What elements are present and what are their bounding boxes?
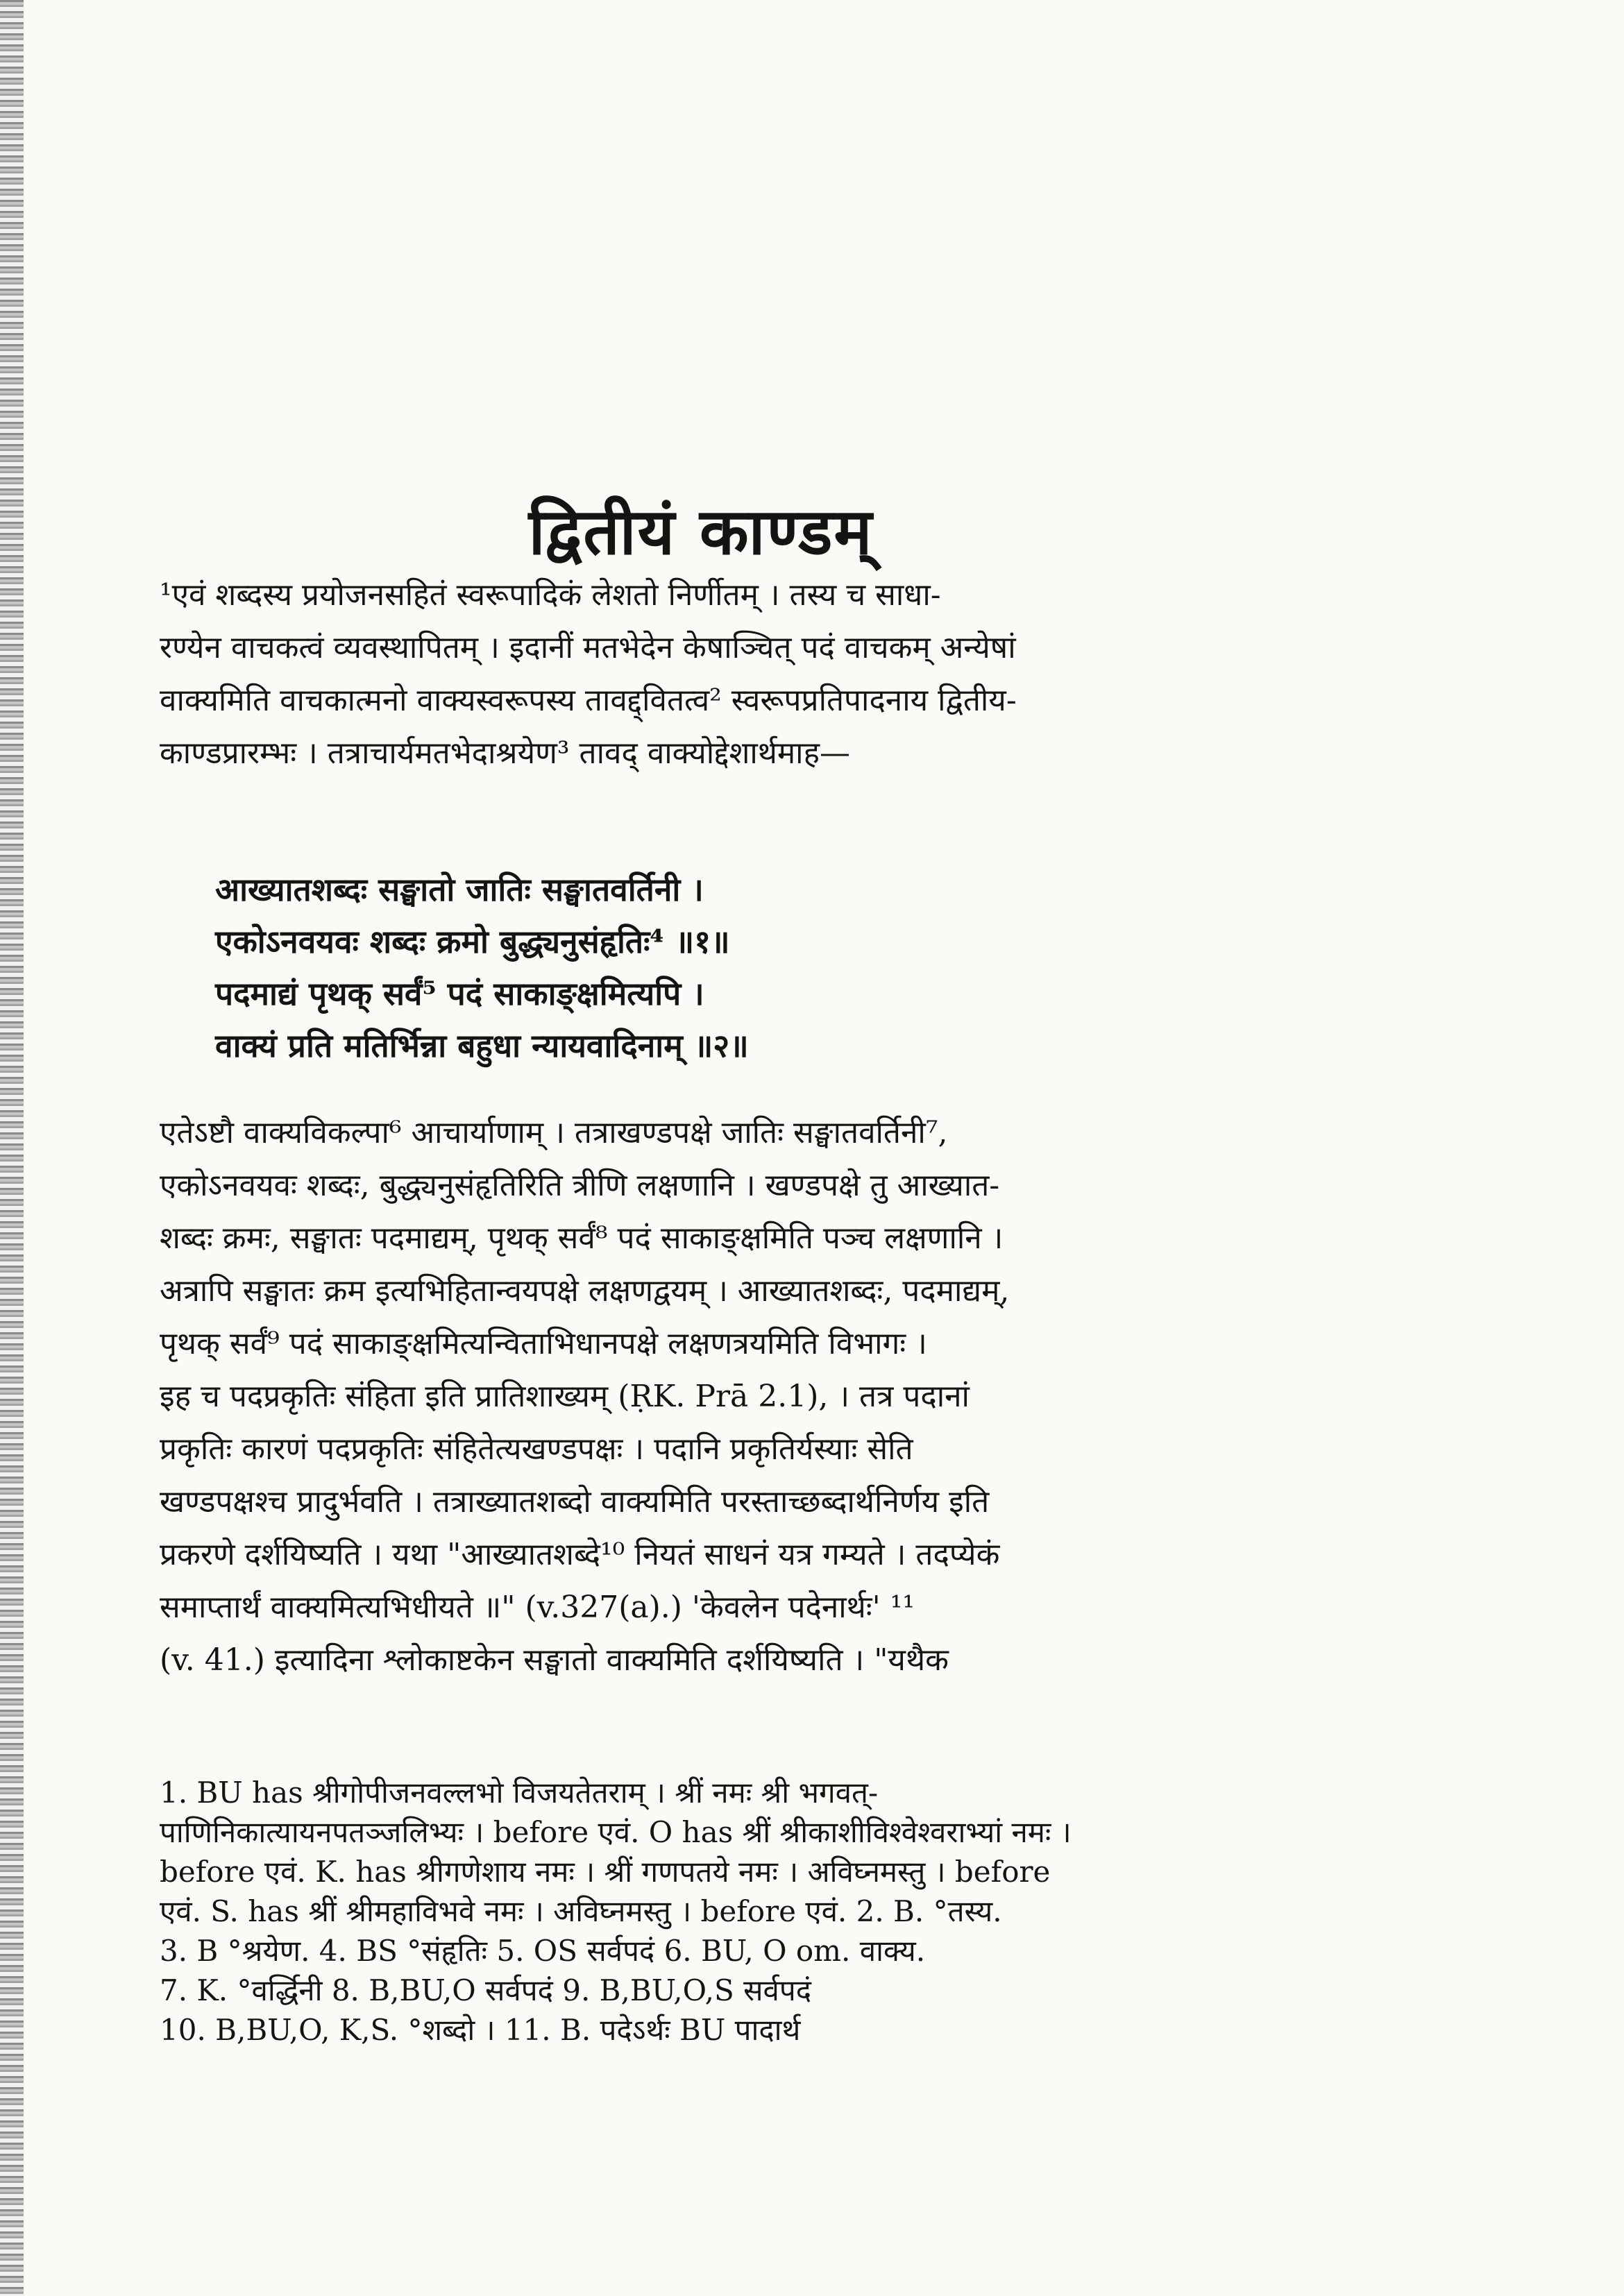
commentary-paragraph — [160, 1107, 1242, 1687]
verse-line: एकोऽनवयवः शब्दः क्रमो बुद्ध्यनुसंहृतिः⁴ ॥१॥ — [215, 923, 730, 960]
commentary-line: प्रकृतिः कारणं पदप्रकृतिः संहितेत्यखण्डपक्षः । पदानि प्रकृतिर्यस्याः सेति — [160, 1431, 913, 1467]
intro-line: ¹एवं शब्दस्य प्रयोजनसहितं स्वरूपादिकं लेशतो निर्णीतम् । तस्य च साधा- — [160, 577, 941, 613]
commentary-line: एतेऽष्टौ वाक्यविकल्पा⁶ आचार्याणाम् । तत्राखण्डपक्षे जातिः सङ्घातवर्तिनी⁷, — [160, 1115, 948, 1150]
intro-line: रण्येन वाचकत्वं व्यवस्थापितम् । इदानीं मतभेदेन केषाञ्चित् पदं वाचकम् अन्येषां — [160, 630, 1016, 665]
commentary-line: समाप्तार्थं वाक्यमित्यभिधीयते ॥" (v.327(a).) 'केवलेन पदेनार्थः' ¹¹ — [160, 1590, 915, 1625]
commentary-line: प्रकरणे दर्शयिष्यति । यथा "आख्यातशब्दे¹⁰ नियतं साधनं यत्र गम्यते । तदप्येकं — [160, 1537, 1000, 1572]
footnote-line: 1. BU has श्रीगोपीजनवल्लभो विजयतेतराम् । श्रीं नमः श्री भगवत्- — [160, 1776, 879, 1810]
commentary-line: एकोऽनवयवः शब्दः, बुद्ध्यनुसंहृतिरिति त्रीणि लक्षणानि । खण्डपक्षे तु आख्यात- — [160, 1168, 1000, 1203]
commentary-line: (v. 41.) इत्यादिना श्लोकाष्टकेन सङ्घातो वाक्यमिति दर्शयिष्यति । "यथैक — [160, 1642, 949, 1678]
footnote-line: एवं. S. has श्रीं श्रीमहाविभवे नमः । अविघ्नमस्तु । before एवं. 2. B. °तस्य. — [160, 1894, 1002, 1928]
commentary-line: शब्दः क्रमः, सङ्घातः पदमाद्यम्, पृथक् सर्वं⁸ पदं साकाङ्क्षमिति पञ्च लक्षणानि । — [160, 1221, 1004, 1256]
commentary-line: अत्रापि सङ्घातः क्रम इत्यभिहितान्वयपक्षे लक्षणद्वयम् । आख्यातशब्दः, पदमाद्यम्, — [160, 1273, 1010, 1309]
verse-line: आख्यातशब्दः सङ्घातो जातिः सङ्घातवर्तिनी । — [215, 871, 704, 908]
footnote-line: पाणिनिकात्यायनपतञ्जलिभ्यः । before एवं. O has श्रीं श्रीकाशीविश्वेश्वराभ्यां नमः । — [160, 1815, 1072, 1849]
scan-binding-edge — [0, 0, 24, 2296]
footnotes — [160, 1773, 1242, 2050]
intro-paragraph — [160, 569, 1242, 780]
intro-line: काण्डप्रारम्भः । तत्राचार्यमतभेदाश्रयेण³ तावद् वाक्योद्देशार्थमाह— — [160, 735, 850, 771]
verse-line: पदमाद्यं पृथक् सर्वं⁵ पदं साकाङ्क्षमित्यपि । — [215, 975, 704, 1012]
verse-block — [215, 864, 1187, 1072]
commentary-line: पृथक् सर्वं⁹ पदं साकाङ्क्षमित्यन्विताभिधानपक्षे लक्षणत्रयमिति विभागः । — [160, 1326, 927, 1361]
commentary-line: खण्डपक्षश्च प्रादुर्भवति । तत्राख्यातशब्दो वाक्यमिति परस्ताच्छब्दार्थनिर्णय इति — [160, 1484, 990, 1520]
commentary-line: इह च पदप्रकृतिः संहिता इति प्रातिशाख्यम् (ṚK. Prā 2.1), । तत्र पदानां — [160, 1379, 970, 1414]
chapter-heading: द्वितीयं काण्डम् — [528, 494, 874, 569]
footnote-line: 3. B °श्रयेण. 4. BS °संहृतिः 5. OS सर्वपदं 6. BU, O om. वाक्य. — [160, 1934, 926, 1968]
intro-line: वाक्यमिति वाचकात्मनो वाक्यस्वरूपस्य तावद्द्वितत्व² स्वरूपप्रतिपादनाय द्वितीय- — [160, 683, 1017, 718]
footnote-line: 10. B,BU,O, K,S. °शब्दो । 11. B. पदेऽर्थः BU पादार्थ — [160, 2013, 801, 2047]
document-page — [160, 0, 1242, 2296]
verse-line: वाक्यं प्रति मतिर्भिन्ना बहुधा न्यायवादिनाम् ॥२॥ — [215, 1027, 749, 1064]
footnote-line: 7. K. °वर्द्धिनी 8. B,BU,O सर्वपदं 9. B,BU,O,S सर्वपदं — [160, 1973, 811, 2007]
footnote-line: before एवं. K. has श्रीगणेशाय नमः । श्रीं गणपतये नमः । अविघ्नमस्तु । before — [160, 1855, 1051, 1889]
